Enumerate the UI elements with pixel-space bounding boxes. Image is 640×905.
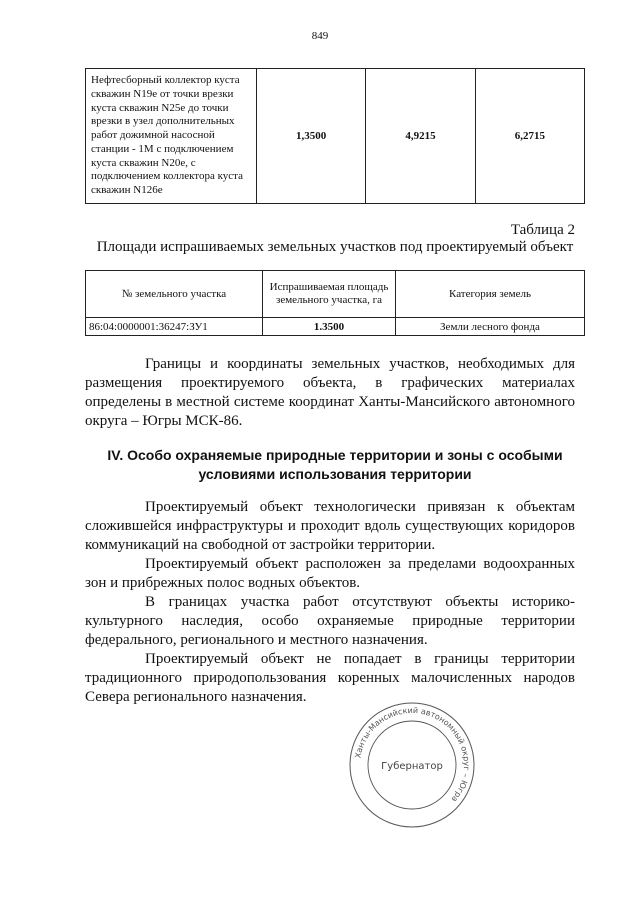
table-row	[86, 318, 585, 336]
table2-header-category: Категория земель	[396, 271, 585, 318]
paragraph-infrastructure: Проектируемый объект технологически привязан к объектам сложившейся инфраструктуры и проходит вдоль существующих коридоров коммуникаций на свободной от застройки территории.	[85, 499, 575, 553]
table2-cell-area: 1.3500	[263, 318, 396, 336]
table2-header-area: Испрашиваемая площадь земельного участка, га	[263, 271, 396, 318]
section-heading: IV. Особо охраняемые природные территории и зоны с особыми условиями использования территории	[107, 447, 563, 482]
table-2	[85, 270, 585, 336]
table1-value1-cell: 1,3500	[257, 69, 366, 204]
table-header-row	[86, 271, 585, 318]
paragraph-traditional-use: Проектируемый объект не попадает в границы территории традиционного природопользования коренных малочисленных народов Севера регионального назначения.	[85, 651, 575, 705]
page-number: 849	[311, 30, 329, 42]
table2-header-parcel: № земельного участка	[86, 271, 263, 318]
paragraph-borders: Границы и координаты земельных участков, необходимых для размещения проектируемого объекта, в графических материалах определены в местной системе координат Ханты-Мансийского автономного округа – Югры МСК-86.	[85, 356, 575, 429]
table2-caption: Таблица 2	[510, 222, 575, 238]
table-1-fragment	[85, 68, 585, 204]
seal-center-text: Губернатор	[381, 761, 443, 772]
paragraph-heritage: В границах участка работ отсутствуют объекты историко-культурного наследия, особо охраняемые природные территории федерального, регионального и местного назначения.	[85, 594, 575, 648]
table-row	[86, 69, 585, 204]
table2-title: Площади испрашиваемых земельных участков под проектируемый объект	[96, 239, 574, 255]
paragraph-water-zones: Проектируемый объект расположен за пределами водоохранных зон и прибрежных полос водных объектов.	[85, 556, 575, 591]
table1-value2-cell: 4,9215	[366, 69, 475, 204]
seal-ring-text: Ханты-Мансийский автономный округ – Югра	[353, 705, 472, 804]
table1-description-cell: Нефтесборный коллектор куста скважин N19е от точки врезки куста скважин N25е до точки врезки в узел дополнительных работ дожимной насосной станции - 1М с подключением куста скважин N20е, с подключением коллектора куста скважин N126е	[86, 69, 257, 204]
table2-cell-category: Земли лесного фонда	[396, 318, 585, 336]
table1-value3-cell: 6,2715	[475, 69, 584, 204]
table2-cell-parcel: 86:04:0000001:36247:ЗУ1	[86, 318, 263, 336]
governor-seal-stamp	[342, 700, 482, 830]
